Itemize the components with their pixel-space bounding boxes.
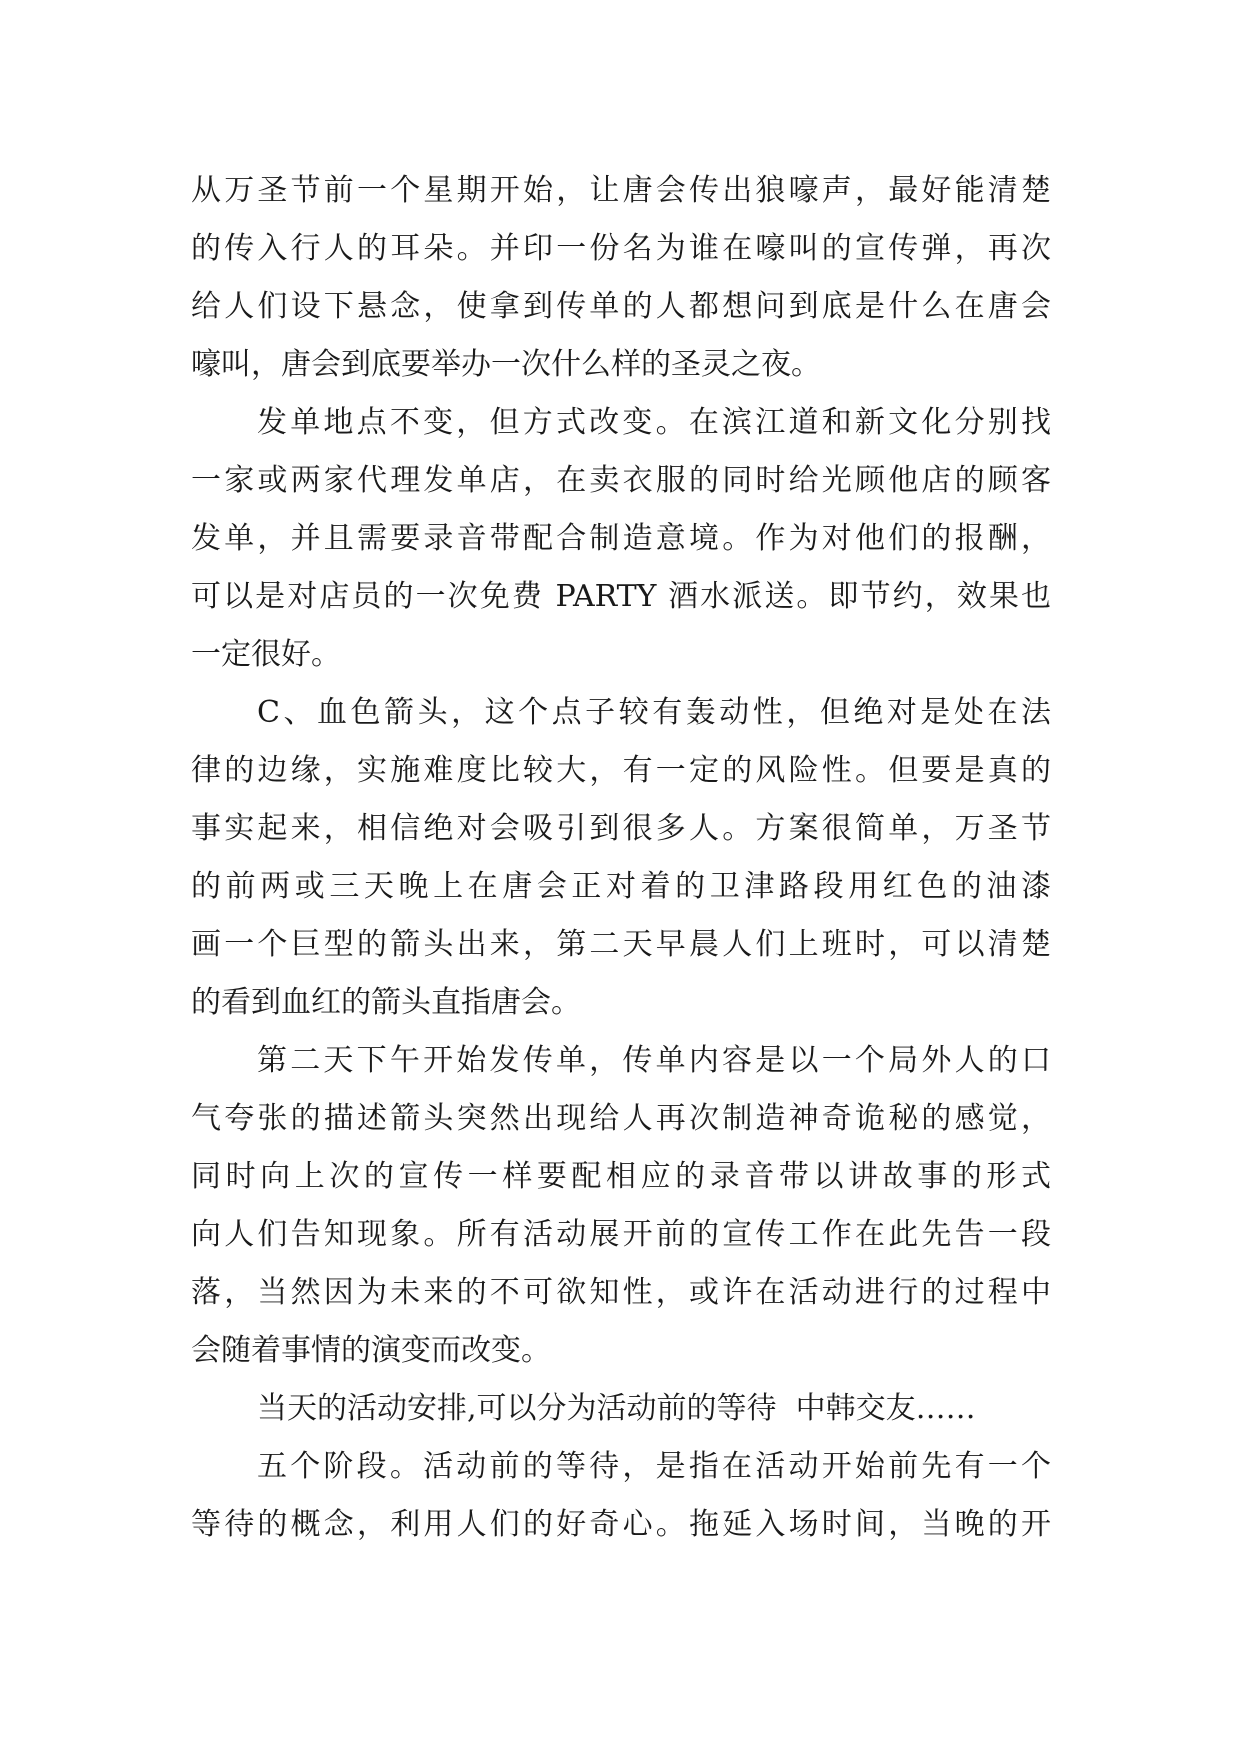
text-line: 同时向上次的宣传一样要配相应的录音带以讲故事的形式 <box>191 1159 1051 1194</box>
text-line: 发单，并且需要录音带配合制造意境。作为对他们的报酬， <box>191 521 1051 556</box>
paragraph-1 <box>191 162 1051 394</box>
text-line: 五个阶段。活动前的等待，是指在活动开始前先有一个 <box>257 1449 1051 1484</box>
text-line: 发单地点不变，但方式改变。在滨江道和新文化分别找 <box>257 405 1051 440</box>
text-line: 第二天下午开始发传单，传单内容是以一个局外人的口 <box>257 1043 1051 1078</box>
text-line: 可以是对店员的一次免费 PARTY 酒水派送。即节约，效果也 <box>191 579 1051 614</box>
text-line: 的前两或三天晚上在唐会正对着的卫津路段用红色的油漆 <box>191 869 1051 904</box>
text-line: 给人们设下悬念，使拿到传单的人都想问到底是什么在唐会 <box>191 289 1051 324</box>
text-line: 从万圣节前一个星期开始，让唐会传出狼嚎声，最好能清楚 <box>191 173 1051 208</box>
text-line: 会随着事情的演变而改变。 <box>191 1333 551 1368</box>
text-line: 的传入行人的耳朵。并印一份名为谁在嚎叫的宣传弹，再次 <box>191 231 1051 266</box>
text-line: C、血色箭头，这个点子较有轰动性，但绝对是处在法 <box>257 695 1051 730</box>
paragraph-3 <box>191 684 1051 1032</box>
text-line: 一家或两家代理发单店，在卖衣服的同时给光顾他店的顾客 <box>191 463 1051 498</box>
text-line: 一定很好。 <box>191 637 341 672</box>
text-line: 落，当然因为未来的不可欲知性，或许在活动进行的过程中 <box>191 1275 1051 1310</box>
text-line: 的看到血红的箭头直指唐会。 <box>191 985 581 1020</box>
document-body <box>191 162 1051 1554</box>
paragraph-5 <box>191 1380 1051 1438</box>
text-line: 画一个巨型的箭头出来，第二天早晨人们上班时，可以清楚 <box>191 927 1051 962</box>
text-line: 嚎叫，唐会到底要举办一次什么样的圣灵之夜。 <box>191 347 821 382</box>
paragraph-2 <box>191 394 1051 684</box>
text-line: 当天的活动安排,可以分为活动前的等待 中韩交友…… <box>257 1391 976 1426</box>
text-line: 气夸张的描述箭头突然出现给人再次制造神奇诡秘的感觉， <box>191 1101 1051 1136</box>
paragraph-4 <box>191 1032 1051 1380</box>
paragraph-6 <box>191 1438 1051 1554</box>
text-line: 向人们告知现象。所有活动展开前的宣传工作在此先告一段 <box>191 1217 1051 1252</box>
text-line: 事实起来，相信绝对会吸引到很多人。方案很简单，万圣节 <box>191 811 1051 846</box>
text-line: 等待的概念，利用人们的好奇心。拖延入场时间，当晚的开 <box>191 1507 1051 1542</box>
text-line: 律的边缘，实施难度比较大，有一定的风险性。但要是真的 <box>191 753 1051 788</box>
